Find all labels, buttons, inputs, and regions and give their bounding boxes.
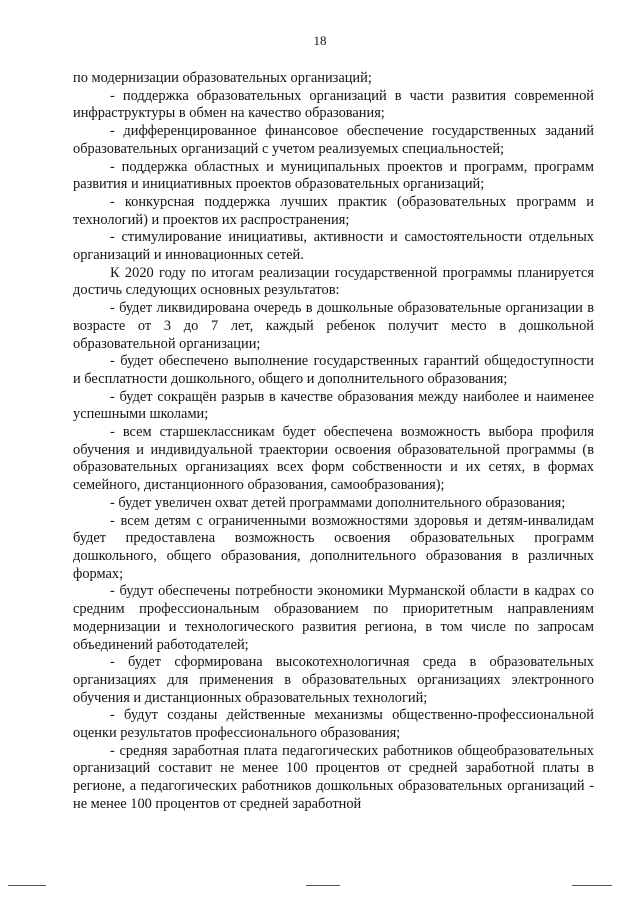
document-body [73,70,594,814]
footer-divider-center [306,885,340,886]
paragraph: - средняя заработная плата педагогических работников общеобразовательных организаций составит не менее 100 процентов от средней заработной платы в регионе, а педагогических работников дошкольных образовательных организаций - не менее 100 процентов от средней заработной [73,742,594,812]
paragraph: - будут созданы действенные механизмы общественно-профессиональной оценки результатов профессионального образования; [73,707,594,742]
paragraph: - будет сформирована высокотехнологичная среда в образовательных организациях для применения в образовательных организациях электронного обучения и дистанционных образовательных технологий; [73,654,594,706]
page-number: 18 [313,33,327,48]
paragraph: - поддержка областных и муниципальных проектов и программ, программ развития и инициативных проектов образовательных организаций; [73,158,594,193]
paragraph: - будет увеличен охват детей программами дополнительного образования; [110,494,566,511]
footer-divider-right [572,885,612,886]
paragraph: по модернизации образовательных организаций; [73,70,372,86]
paragraph: - будут обеспечены потребности экономики Мурманской области в кадрах со средним профессиональным образованием по приоритетным направлениям модернизации и технологического развития региона, в том числе по запросам объединений работодателей; [73,583,594,653]
paragraph: - будет сокращён разрыв в качестве образования между наиболее и наименее успешными школами; [73,388,594,423]
paragraph: - конкурсная поддержка лучших практик (образовательных программ и технологий) и проектов их распространения; [73,193,594,228]
paragraph: - стимулирование инициативы, активности и самостоятельности отдельных организаций и инновационных сетей. [73,229,594,264]
paragraph: К 2020 году по итогам реализации государственной программы планируется достичь следующих основных результатов: [73,264,594,299]
paragraph: - дифференцированное финансовое обеспечение государственных заданий образовательных организаций с учетом реализуемых специальностей; [73,123,594,157]
paragraph: - всем старшеклассникам будет обеспечена возможность выбора профиля обучения и индивидуальной траектории освоения образовательной программы (в образовательных организациях всех форм собственности и их сетях, в формах семейного, дистанционного образования, самообразования); [73,424,594,494]
footer-divider-left [8,885,46,886]
paragraph: - будет обеспечено выполнение государственных гарантий общедоступности и бесплатности дошкольного, общего и дополнительного образования; [73,353,594,387]
paragraph: - поддержка образовательных организаций в части развития современной инфраструктуры в обмен на качество образования; [73,87,594,122]
paragraph: - всем детям с ограниченными возможностями здоровья и детям-инвалидам будет предоставлена возможность освоения образовательных программ дошкольного, общего образования, дополнительного образования в различных формах; [73,512,594,582]
paragraph: - будет ликвидирована очередь в дошкольные образовательные организации в возрасте от 3 до 7 лет, каждый ребенок получит место в дошкольной образовательной организации; [73,300,594,352]
